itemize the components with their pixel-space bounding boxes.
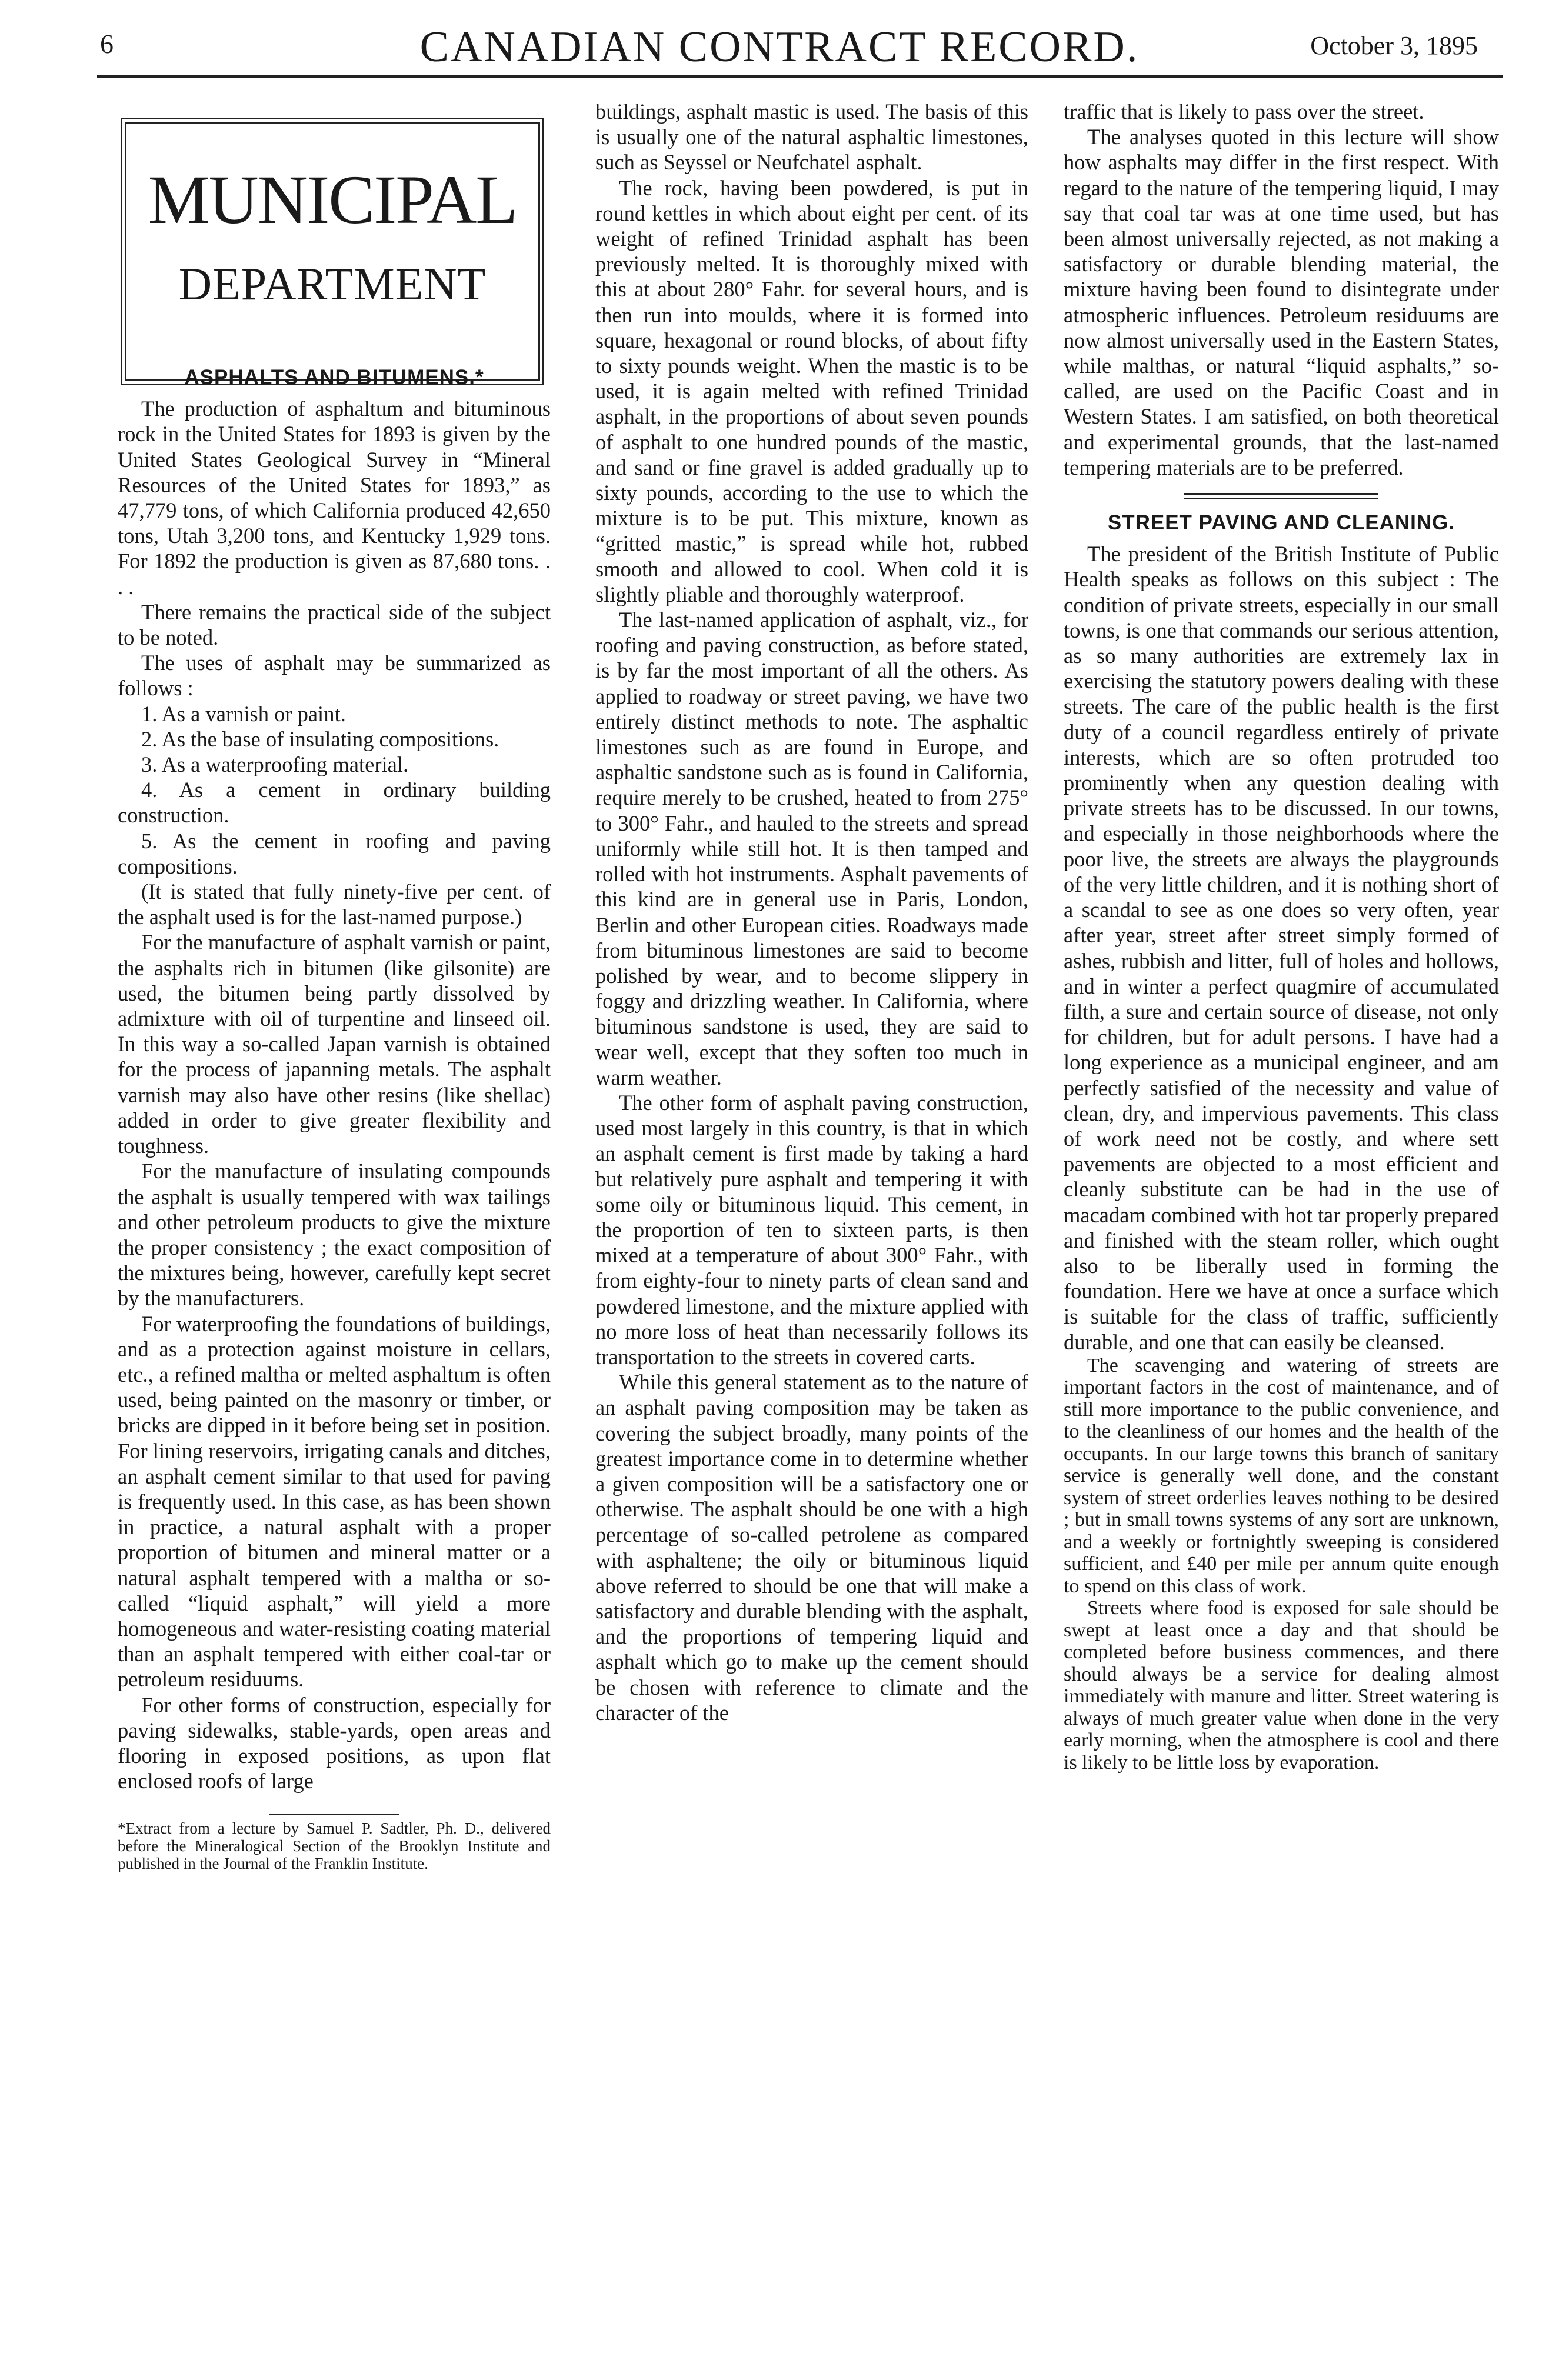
paragraph: There remains the practical side of the subject to be noted. xyxy=(118,599,551,650)
column-3 xyxy=(1064,99,1499,1774)
paragraph: The analyses quoted in this lecture will show how asphalts may differ in the first respect. With regard to the nature of the tempering liquid, I may say that coal tar was at one time used, but has been almost universally rejected, as not making a satisfactory or durable blending material, the mixture having been found to disintegrate under atmospheric influences. Petroleum residuums are now almost universally used in the Eastern States, while malthas, or natural “liquid asphalts,” so-called, are used on the Pacific Coast and in Western States. I am satisfied, on both theoretical and experimental grounds, that the last-named tempering materials are to be preferred. xyxy=(1064,125,1499,479)
paragraph: The other form of asphalt paving construction, used most largely in this country, is that in which an asphalt cement is first made by taking a hard but relatively pure asphalt and tempering it with some oily or bituminous liquid. This cement, in the proportion of ten to sixteen parts, is then mixed at a temperature of about 300° Fahr., with from eighty-four to ninety parts of clean sand and powdered limestone, and the mixture applied with no more loss of heat than necessarily follows its transportation to the streets in covered carts. xyxy=(595,1090,1028,1369)
publication-title: CANADIAN CONTRACT RECORD. xyxy=(419,23,1140,71)
article-heading: ASPHALTS AND BITUMENS.* xyxy=(184,366,484,389)
header-rule xyxy=(97,75,1503,78)
list-item: 4. As a cement in ordinary building construction. xyxy=(118,778,551,828)
paragraph: For other forms of construction, especially for paving sidewalks, stable-yards, open areas and flooring in exposed positions, as upon flat enclosed roofs of large xyxy=(118,1692,551,1794)
footnote-rule xyxy=(269,1814,399,1815)
footnote: *Extract from a lecture by Samuel P. Sadtler, Ph. D., delivered before the Mineralogical Section of the Brooklyn Institute and published in the Journal of the Franklin Institute. xyxy=(118,1819,551,1873)
paragraph: For the manufacture of insulating compounds the asphalt is usually tempered with wax tailings and other petroleum products to give the mixture the proper consistency ; the exact composition of the mixtures being, however, carefully kept secret by the manufacturers. xyxy=(118,1159,551,1311)
paragraph: (It is stated that fully ninety-five per cent. of the asphalt used is for the last-named purpose.) xyxy=(118,879,551,929)
paragraph: For waterproofing the foundations of buildings, and as a protection against moisture in cellars, etc., a refined maltha or melted asphaltum is often used, being painted on the masonry or timber, or bricks are dipped in it before being set in position. For lining reservoirs, irrigating canals and ditches, an asphalt cement similar to that used for paving is frequently used. In this case, as has been shown in practice, a natural asphalt with a proper proportion of bitumen and mineral matter or a natural asphalt tempered with a maltha or so-called “liquid asphalt,” will yield a more homogeneous and water-resisting coating material than an asphalt tempered with either coal-tar or petroleum residuums. xyxy=(118,1311,551,1692)
section-divider xyxy=(1184,493,1378,499)
paragraph: While this general statement as to the nature of an asphalt paving composition may be taken as covering the subject broadly, many points of the greatest importance come in to determine whether a given composition will be a satisfactory one or otherwise. The asphalt should be one with a high percentage of so-called petrolene as compared with asphaltene; the oily or bituminous liquid above referred to should be one that will make a satisfactory and durable blending with the asphalt, and the proportions of tempering liquid and asphalt which go to make up the cement should be chosen with reference to climate and the character of the xyxy=(595,1370,1028,1725)
list-item: 1. As a varnish or paint. xyxy=(141,701,346,726)
paragraph: The president of the British Institute of Public Health speaks as follows on this subject : The condition of private streets, especially in our small towns, is one that commands our serious attention, as so many authorities are extremely lax in exercising the statutory powers dealing with these streets. The care of the public health is the first duty of a council regardless entirely of private interests, which are so often protruded too prominently when any question dealing with private streets has to be discussed. In our towns, and especially in those neighborhoods where the poor live, the streets are always the playgrounds of the very little children, and it is nothing short of a scandal to see as one does so very often, year after year, street after street simply formed of ashes, rubbish and litter, full of holes and hollows, and in winter a perfect quagmire of accumulated filth, a sure and certain source of disease, not only for children, but for adult persons. I have had a long experience as a municipal engineer, and am perfectly satisfied of the necessity and value of clean, dry, and impervious pavements. This class of work need not be costly, and where sett pavements are objected to a most efficient and cleanly substitute can be had in the use of macadam combined with hot tar properly prepared and finished with the steam roller, which ought also to be liberally used in forming the foundation. Here we have at once a surface which is suitable for the class of traffic, sufficiently durable, and one that can easily be cleansed. xyxy=(1064,542,1499,1354)
department-banner xyxy=(121,118,544,385)
paragraph: buildings, asphalt mastic is used. The basis of this is usually one of the natural asphaltic limestones, such as Seyssel or Neufchatel asphalt. xyxy=(595,99,1028,175)
paragraph: The rock, having been powdered, is put in round kettles in which about eight per cent. of its weight of refined Trinidad asphalt has been previously melted. It is thoroughly mixed with this at about 280° Fahr. for several hours, and is then run into moulds, where it is formed into square, hexagonal or round blocks, of about fifty to sixty pounds weight. When the mastic is to be used, it is again melted with refined Trinidad asphalt, in the proportions of about seven pounds of asphalt to one hundred pounds of the mastic, and sand or fine gravel is added gradually up to sixty pounds, according to the use to which the mixture is to be put. This mixture, known as “gritted mastic,” is spread while hot, rubbed smooth and allowed to cool. When cold it is slightly pliable and thoroughly waterproof. xyxy=(595,175,1028,606)
list-item: 5. As the cement in roofing and paving compositions. xyxy=(118,828,551,878)
paragraph: The production of asphaltum and bituminous rock in the United States for 1893 is given by the United States Geological Survey in “Mineral Resources of the United States for 1893,” as 47,779 tons, of which California produced 42,650 tons, Utah 3,200 tons, and Kentucky 1,929 tons. For 1892 the production is given as 87,680 tons. . . . xyxy=(118,396,551,599)
column-1 xyxy=(118,360,551,1872)
department-title-line1: MUNICIPAL xyxy=(148,161,517,238)
paragraph: The scavenging and watering of streets are important factors in the cost of maintenance, and of still more importance to the public convenience, and to the cleanliness of our homes and the health of the occupants. In our large towns this branch of sanitary service is generally well done, and the constant system of street orderlies leaves nothing to be desired ; but in small towns systems of any sort are unknown, and a weekly or fortnightly sweeping is considered sufficient, and £40 per mile per annum quite enough to spend on this class of work. xyxy=(1064,1354,1499,1597)
paragraph: The last-named application of asphalt, viz., for roofing and paving construction, as before stated, is by far the most important of all the others. As applied to roadway or street paving, we have two entirely distinct methods to note. The asphaltic limestones such as are found in Europe, and asphaltic sandstone such as is found in California, require merely to be crushed, heated to from 275° to 300° Fahr., and hauled to the streets and spread uniformly while still hot. It is then tamped and rolled with hot instruments. Asphalt pavements of this kind are in general use in Paris, London, Berlin and other European cities. Roadways made from bituminous limestones are said to become polished by wear, and to become slippery in foggy and drizzling weather. In California, where bituminous sandstone is used, they are said to wear well, except that they soften too much in warm weather. xyxy=(595,608,1028,1089)
article-heading: STREET PAVING AND CLEANING. xyxy=(1107,511,1455,535)
column-2 xyxy=(595,99,1028,1725)
department-title-line2: DEPARTMENT xyxy=(178,258,487,309)
paragraph: For the manufacture of asphalt varnish or paint, the asphalts rich in bitumen (like gilsonite) are used, the bitumen being partly dissolved by admixture with oil of turpentine and linseed oil. In this way a so-called Japan varnish is obtained for the process of japanning metals. The asphalt varnish may also have other resins (like shellac) added in order to give greater flexibility and toughness. xyxy=(118,930,551,1158)
issue-date: October 3, 1895 xyxy=(1310,31,1478,60)
page-header xyxy=(0,0,1559,76)
list-item: 2. As the base of insulating compositions. xyxy=(141,726,499,751)
paragraph: traffic that is likely to pass over the street. xyxy=(1064,99,1424,124)
paragraph: The uses of asphalt may be summarized as follows : xyxy=(118,651,551,701)
list-item: 3. As a waterproofing material. xyxy=(141,752,409,777)
paragraph: Streets where food is exposed for sale should be swept at least once a day and that should be completed before business commences, and there should always be a service for dealing almost immediately with manure and litter. Street watering is always of much greater value when done in the very early morning, when the atmosphere is cool and there is likely to be little loss by evaporation. xyxy=(1064,1597,1499,1774)
page-number: 6 xyxy=(100,29,114,59)
